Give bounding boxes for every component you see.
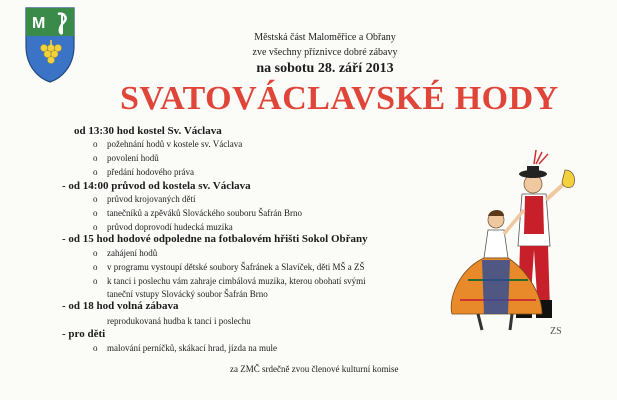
svg-text:M: M	[32, 15, 46, 32]
program-heading-2: - od 14:00 průvod od kostela sv. Václava	[62, 180, 251, 192]
program-item: požehnání hodů v kostele sv. Václava	[107, 139, 243, 149]
bullet-icon: o	[93, 153, 98, 163]
program-item-continued: taneční vstupy Slovácký soubor Šafrán Brno	[107, 289, 268, 299]
svg-text:ZS: ZS	[550, 326, 562, 337]
invitation-line: zve všechny příznivce dobré zábavy	[252, 47, 398, 58]
program-item: k tanci i poslechu vám zahraje cimbálová muzika, kterou obohatí svými	[107, 276, 366, 286]
folk-dancers-illustration	[438, 150, 598, 340]
footer-note: za ZMČ srdečně zvou členové kulturní komise	[230, 364, 399, 374]
program-item: povolení hodů	[107, 153, 159, 163]
program-item: průvod krojovaných dětí	[107, 194, 196, 204]
bullet-icon: o	[93, 208, 98, 218]
bullet-icon: o	[93, 167, 98, 177]
organizer-line: Městská část Maloměřice a Obřany	[254, 32, 396, 43]
program-item: předání hodového práva	[107, 167, 194, 177]
event-date: na sobotu 28. září 2013	[256, 61, 394, 76]
program-heading-1: od 13:30 hod kostel Sv. Václava	[74, 125, 222, 137]
bullet-icon: o	[93, 248, 98, 258]
event-title: SVATOVÁCLAVSKÉ HODY	[120, 80, 559, 117]
program-item: průvod doprovodí hudecká muzika	[107, 222, 233, 232]
program-item: tanečníků a zpěváků Slováckého souboru Šafrán Brno	[107, 208, 302, 218]
bullet-icon: o	[93, 222, 98, 232]
municipal-crest-logo	[24, 6, 76, 84]
bullet-icon: o	[93, 262, 98, 272]
bullet-icon: o	[93, 194, 98, 204]
program-heading-3: - od 15 hod hodové odpoledne na fotbalovém hřišti Sokol Obřany	[62, 233, 368, 245]
program-heading-4: - od 18 hod volná zábava	[62, 300, 179, 312]
bullet-icon: o	[93, 343, 98, 353]
bullet-icon: o	[93, 276, 98, 286]
program-heading-5: - pro děti	[62, 328, 106, 340]
bullet-icon: o	[93, 139, 98, 149]
program-item: v programu vystoupí dětské soubory Šafránek a Slavíček, děti MŠ a ZŠ	[107, 262, 365, 272]
program-item: reprodukovaná hudba k tanci i poslechu	[107, 316, 251, 326]
program-item: zahájení hodů	[107, 248, 158, 258]
program-item: malování perníčků, skákací hrad, jízda na mule	[107, 343, 277, 353]
